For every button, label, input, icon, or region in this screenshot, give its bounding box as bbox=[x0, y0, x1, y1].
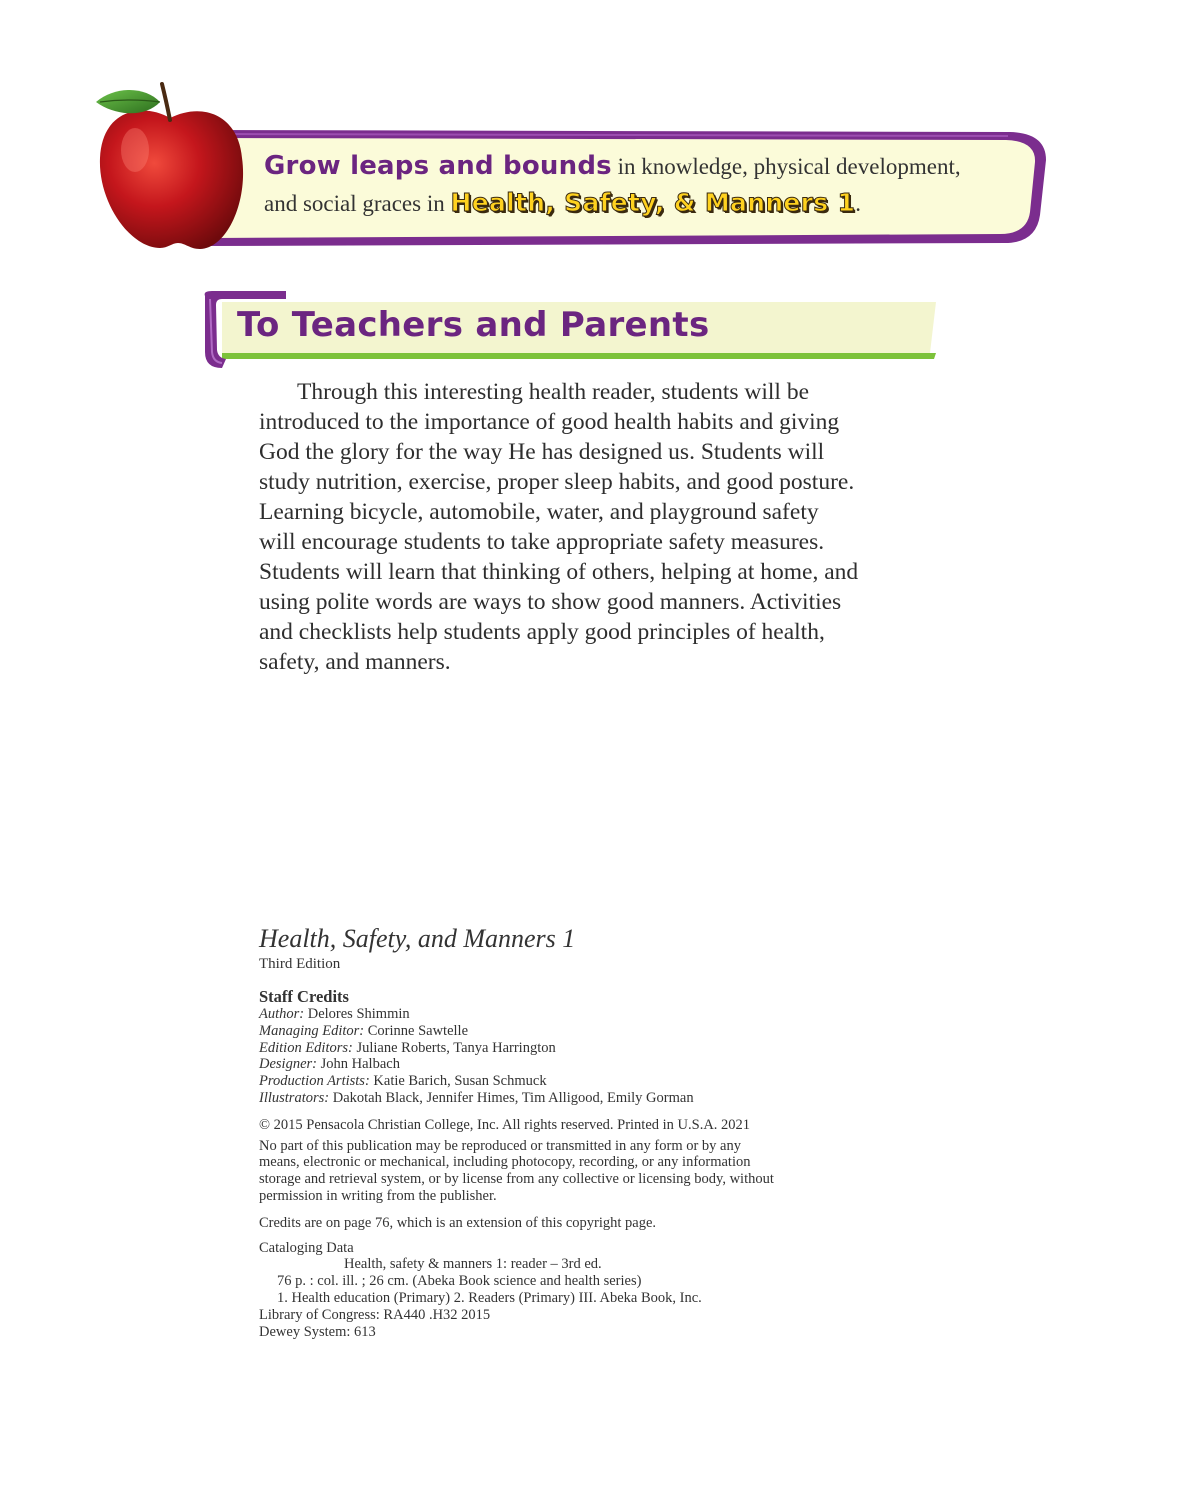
banner-line1: in knowledge, physical development, bbox=[611, 154, 961, 179]
credit-line bbox=[259, 1073, 879, 1090]
credits-note: Credits are on page 76, which is an extension of this copyright page. bbox=[259, 1214, 657, 1231]
credit-line bbox=[259, 1056, 879, 1073]
copyright-block bbox=[259, 922, 879, 1340]
credit-names: Dakotah Black, Jennifer Himes, Tim Alligood, Emily Gorman bbox=[329, 1089, 694, 1106]
book-title: Health, Safety, and Manners 1 bbox=[259, 924, 576, 953]
credit-line bbox=[259, 1040, 879, 1057]
staff-credits-heading: Staff Credits bbox=[259, 987, 349, 1006]
credit-role: Designer: bbox=[259, 1056, 317, 1073]
edition: Third Edition bbox=[259, 956, 341, 972]
intro-line: Students will learn that thinking of others, helping at home, and bbox=[259, 559, 859, 585]
credit-line bbox=[259, 1090, 879, 1107]
banner-book-title: Health, Safety, & Manners 1 bbox=[450, 188, 856, 217]
intro-line: God the glory for the way He has designed us. Students will bbox=[259, 439, 825, 465]
intro-line: Learning bicycle, automobile, water, and playground safety bbox=[259, 499, 819, 525]
copyright-line: © 2015 Pensacola Christian College, Inc. All rights reserved. Printed in U.S.A. 2021 bbox=[259, 1116, 751, 1133]
cataloging-heading: Cataloging Data bbox=[259, 1239, 354, 1256]
credit-names: Corinne Sawtelle bbox=[364, 1022, 469, 1039]
library-of-congress: Library of Congress: RA440 .H32 2015 bbox=[259, 1306, 491, 1323]
banner-lead: Grow leaps and bounds bbox=[264, 151, 612, 181]
intro-line: and checklists help students apply good principles of health, bbox=[259, 619, 825, 645]
cataloging-entry: Health, safety & manners 1: reader – 3rd ed. bbox=[344, 1256, 602, 1273]
credit-names: John Halbach bbox=[317, 1056, 400, 1073]
staff-credits-list bbox=[259, 1006, 879, 1107]
intro-line: using polite words are ways to show good manners. Activities bbox=[259, 589, 842, 615]
credit-line bbox=[259, 1006, 879, 1023]
cataloging-subjects: 1. Health education (Primary) 2. Readers (Primary) III. Abeka Book, Inc. bbox=[277, 1289, 702, 1306]
credit-line bbox=[259, 1023, 879, 1040]
credit-role: Production Artists: bbox=[259, 1073, 370, 1090]
credit-role: Author: bbox=[259, 1006, 305, 1022]
banner-line2-start: and social graces in bbox=[264, 191, 451, 216]
rights-line: No part of this publication may be reproduced or transmitted in any form or by any bbox=[259, 1137, 741, 1154]
credit-role: Managing Editor: bbox=[259, 1022, 365, 1039]
cataloging-physical: 76 p. : col. ill. ; 26 cm. (Abeka Book science and health series) bbox=[277, 1273, 642, 1290]
credit-role: Illustrators: bbox=[259, 1089, 330, 1106]
banner-line2-end: . bbox=[855, 191, 861, 216]
credit-role: Edition Editors: bbox=[259, 1039, 353, 1056]
rights-line: means, electronic or mechanical, including photocopy, recording, or any information bbox=[259, 1154, 751, 1171]
section-title: To Teachers and Parents bbox=[237, 305, 710, 345]
credit-names: Juliane Roberts, Tanya Harrington bbox=[352, 1039, 556, 1056]
dewey-system: Dewey System: 613 bbox=[259, 1323, 376, 1340]
rights-line: permission in writing from the publisher. bbox=[259, 1187, 497, 1204]
intro-line: Through this interesting health reader, students will be bbox=[297, 379, 810, 405]
credit-names: Katie Barich, Susan Schmuck bbox=[369, 1073, 547, 1090]
intro-paragraph bbox=[259, 377, 919, 677]
intro-line: will encourage students to take appropriate safety measures. bbox=[259, 529, 825, 555]
rights-notice bbox=[259, 1138, 879, 1205]
rights-line: storage and retrieval system, or by license from any collective or licensing body, without bbox=[259, 1171, 774, 1188]
credit-names: Delores Shimmin bbox=[304, 1006, 410, 1022]
intro-line: safety, and manners. bbox=[259, 649, 451, 675]
intro-line: study nutrition, exercise, proper sleep habits, and good posture. bbox=[259, 469, 855, 495]
intro-line: introduced to the importance of good health habits and giving bbox=[259, 409, 840, 435]
cataloging-data bbox=[259, 1240, 879, 1341]
